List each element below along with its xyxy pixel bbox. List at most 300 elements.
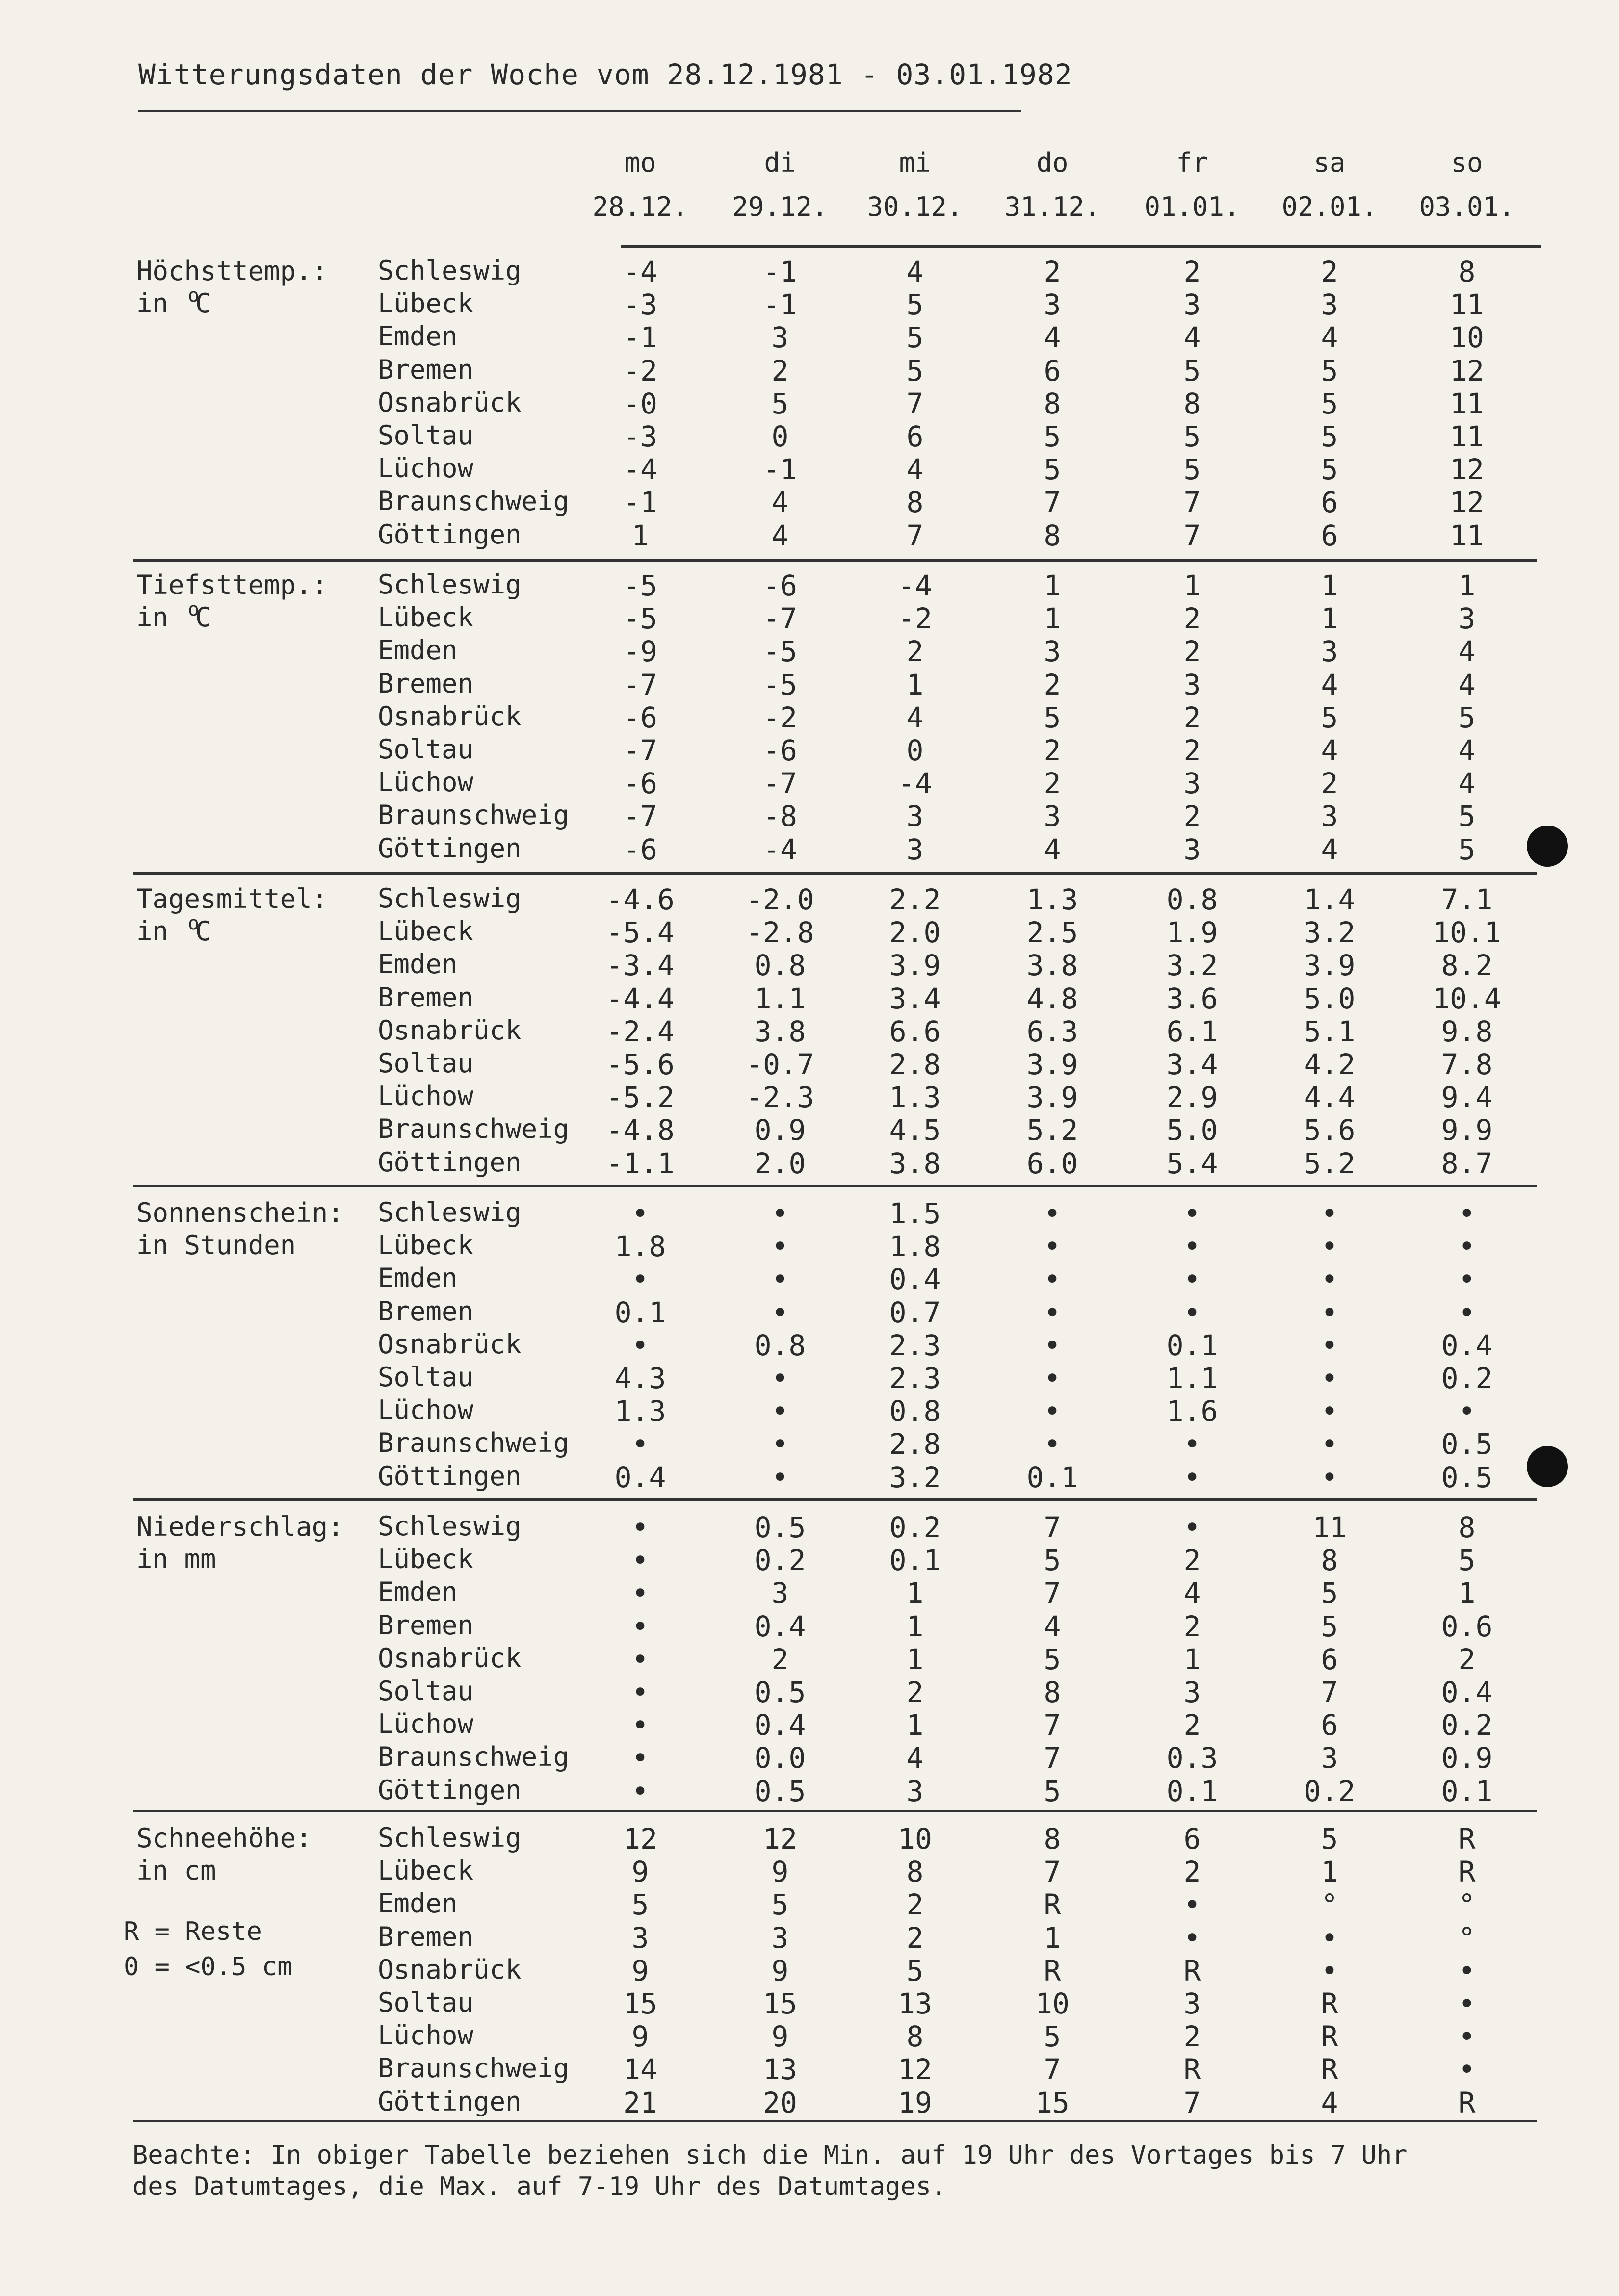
table-cell: 2.3 [889,1328,941,1362]
table-cell: • [1321,1362,1338,1395]
table-cell: 12 [763,1822,797,1856]
table-cell: 5 [1044,453,1061,487]
section-divider [133,2120,1537,2122]
table-cell: 7 [906,387,924,420]
table-row [0,1015,1619,1048]
section-label-title: Tagesmittel: [136,883,328,914]
table-cell: 10 [898,1822,932,1856]
table-cell: • [1183,1888,1201,1922]
table-cell: 0.8 [1166,883,1218,916]
table-cell: 1 [906,1609,924,1643]
table-cell: 2 [906,1676,924,1709]
table-row [0,800,1619,832]
table-row [0,1048,1619,1081]
table-cell: 0.2 [1441,1708,1493,1742]
table-cell: 3.9 [889,949,941,982]
station-name: Schleswig [378,1822,522,1853]
table-row [0,288,1619,321]
table-cell: 0.1 [1026,1460,1078,1494]
table-cell: 3 [771,321,789,355]
table-cell: 5 [1321,354,1338,387]
table-cell: 5 [1044,1774,1061,1808]
table-cell: 4 [771,486,789,519]
table-cell: 9 [631,1954,649,1987]
degree-sign: o [188,598,199,620]
table-cell: 1.5 [889,1197,941,1230]
table-cell: 0.7 [889,1295,941,1329]
table-cell: 1 [906,1708,924,1742]
table-cell: • [1321,1921,1338,1955]
table-cell: -8 [763,800,797,833]
table-cell: 2 [1183,2020,1201,2054]
table-cell: • [1044,1263,1061,1296]
station-name: Bremen [378,668,474,699]
table-cell: 8.2 [1441,949,1493,982]
table-row [0,1461,1619,1494]
table-cell: R [1458,1822,1476,1856]
table-cell: • [1458,1954,1476,1987]
section-label-title: Niederschlag: [136,1511,344,1542]
table-cell: 8 [906,1855,924,1889]
table-row [0,1197,1619,1230]
table-cell: 4 [906,453,924,487]
table-cell: 0.8 [754,949,806,982]
table-cell: 0.9 [1441,1741,1493,1775]
page-title: Witterungsdaten der Woche vom 28.12.1981 - 03.01.1982 [138,58,1072,91]
table-cell: 4.5 [889,1113,941,1147]
table-cell: 4.8 [1026,981,1078,1015]
station-name: Schleswig [378,883,522,914]
table-cell: 4.2 [1304,1048,1356,1081]
table-cell: 11 [1312,1511,1347,1544]
station-name: Osnabrück [378,700,522,732]
table-cell: 1 [906,1576,924,1610]
table-cell: 3 [771,1921,789,1955]
station-name: Braunschweig [378,1741,570,1773]
table-cell: 1 [1321,1855,1338,1889]
table-cell: 2 [1044,767,1061,800]
unit-prefix: in cm [136,1855,216,1886]
table-cell: • [631,1774,649,1808]
table-cell: • [771,1263,789,1296]
table-cell: 2.5 [1026,916,1078,950]
table-cell: 5.1 [1304,1014,1356,1048]
table-cell: 3.2 [889,1460,941,1494]
day-date: 31.12. [1004,191,1100,222]
table-cell: 8 [1458,1511,1476,1544]
table-row [0,1822,1619,1855]
table-cell: 7 [1044,1741,1061,1775]
section-divider [133,1185,1537,1187]
table-cell: 2 [1183,700,1201,734]
table-cell: 6 [1044,354,1061,387]
day-name-fr: fr [1176,147,1208,178]
table-row [0,453,1619,486]
table-cell: 13 [763,2053,797,2087]
table-cell: • [631,1427,649,1461]
table-cell: • [1458,1394,1476,1428]
table-cell: 6 [1321,1642,1338,1676]
table-cell: -4.4 [606,981,675,1015]
table-cell: 1 [1321,569,1338,602]
table-cell: 0.4 [754,1708,806,1742]
table-cell: 3 [1458,602,1476,636]
table-cell: 0.1 [614,1295,666,1329]
station-name: Emden [378,321,458,352]
table-cell: 8 [1044,518,1061,552]
station-name: Osnabrück [378,1328,522,1360]
unit-letter: C [195,602,211,633]
table-cell: 5 [1321,1576,1338,1610]
table-cell: 0.8 [754,1328,806,1362]
table-cell: • [1458,1197,1476,1230]
table-cell: • [1183,1230,1201,1264]
table-cell: 9.4 [1441,1081,1493,1114]
table-cell: 4 [1044,1609,1061,1643]
table-cell: 0.4 [889,1263,941,1296]
table-cell: 3 [1321,635,1338,669]
table-row [0,354,1619,387]
table-row [0,387,1619,420]
table-row [0,949,1619,981]
table-cell: 1.8 [889,1230,941,1264]
table-cell: 6 [1321,518,1338,552]
table-cell: 6.3 [1026,1014,1078,1048]
table-cell: 4 [1321,832,1338,866]
table-cell: 0.5 [1441,1460,1493,1494]
table-cell: -7 [763,602,797,636]
table-cell: • [1458,1987,1476,2020]
table-cell: 5 [906,1954,924,1987]
table-cell: • [631,1741,649,1775]
station-name: Soltau [378,420,474,451]
table-cell: 7 [1183,518,1201,552]
table-cell: • [1183,1921,1201,1955]
table-cell: R [1044,1954,1061,1987]
unit-letter: C [195,916,211,947]
table-cell: 4 [1458,767,1476,800]
table-row [0,1113,1619,1146]
station-name: Schleswig [378,1197,522,1228]
table-cell: -0 [623,387,657,420]
table-cell: 12 [1450,354,1484,387]
table-cell: 2.8 [889,1427,941,1461]
table-cell: 3.4 [1166,1048,1218,1081]
table-cell: 2.2 [889,883,941,916]
table-cell: • [631,1576,649,1610]
table-cell: -5.4 [606,916,675,950]
table-cell: 2 [1183,1855,1201,1889]
unit-prefix: in [136,602,169,633]
unit-prefix: in mm [136,1544,216,1574]
table-row [0,2020,1619,2053]
table-row [0,982,1619,1015]
station-name: Braunschweig [378,1427,570,1459]
table-cell: ° [1458,1921,1476,1955]
table-cell: • [1458,2020,1476,2054]
table-row [0,1362,1619,1394]
table-cell: 10 [1450,321,1484,355]
table-cell: 4 [1044,321,1061,355]
table-cell: 4 [1321,2086,1338,2119]
station-name: Lüchow [378,767,474,798]
table-cell: 1 [1458,1576,1476,1610]
table-cell: 8 [1321,1544,1338,1577]
table-cell: 7 [1044,2053,1061,2087]
table-cell: 3.8 [754,1014,806,1048]
table-cell: -1.1 [606,1146,675,1180]
table-cell: 5 [1183,453,1201,487]
table-cell: -5 [623,569,657,602]
table-cell: 5 [1044,700,1061,734]
table-cell: 2 [1183,602,1201,636]
day-date: 01.01. [1144,191,1240,222]
table-cell: 0.2 [889,1511,941,1544]
station-name: Göttingen [378,832,522,864]
table-row [0,701,1619,734]
station-name: Osnabrück [378,1954,522,1985]
table-row [0,569,1619,602]
table-cell: 6.6 [889,1014,941,1048]
table-row [0,321,1619,354]
table-cell: 4 [906,1741,924,1775]
table-cell: 2.0 [754,1146,806,1180]
table-cell: 4.3 [614,1362,666,1395]
table-cell: 1.1 [754,981,806,1015]
header-rule [621,245,1541,248]
station-name: Soltau [378,1048,474,1079]
table-cell: 5 [1044,1642,1061,1676]
table-cell: 6.1 [1166,1014,1218,1048]
table-cell: 5.2 [1026,1113,1078,1147]
table-cell: 9 [771,1954,789,1987]
table-cell: R [1321,1987,1338,2020]
table-row [0,883,1619,916]
table-cell: 3 [1183,1987,1201,2020]
table-cell: 0.4 [754,1609,806,1643]
table-cell: ° [1458,1888,1476,1922]
station-name: Göttingen [378,2086,522,2117]
table-row [0,1147,1619,1180]
table-cell: 3 [1321,288,1338,322]
table-cell: 1 [1321,602,1338,636]
table-cell: -1 [763,453,797,487]
table-cell: 5 [1321,700,1338,734]
table-cell: -1 [623,486,657,519]
station-name: Soltau [378,1676,474,1706]
section-divider [133,872,1537,875]
table-cell: 0.1 [1166,1774,1218,1808]
table-cell: -2.3 [746,1081,814,1114]
section-label-title: Höchsttemp.: [136,256,328,286]
table-cell: 4 [1458,734,1476,767]
table-cell: 4 [1321,734,1338,767]
table-cell: 2 [1183,1708,1201,1742]
table-cell: 11 [1450,420,1484,453]
section-label-title: Tiefsttemp.: [136,569,328,600]
table-cell: 3 [1044,635,1061,669]
station-name: Braunschweig [378,486,570,517]
table-cell: • [1321,1295,1338,1329]
table-cell: 9.8 [1441,1014,1493,1048]
station-name: Bremen [378,354,474,385]
day-name-so: so [1451,147,1483,178]
table-cell: 1.4 [1304,883,1356,916]
station-name: Emden [378,1263,458,1294]
table-cell: -5 [623,602,657,636]
table-cell: 4.4 [1304,1081,1356,1114]
table-cell: 0.1 [1166,1328,1218,1362]
table-cell: -2.4 [606,1014,675,1048]
table-cell: 3 [1183,1676,1201,1709]
table-cell: 3.8 [889,1146,941,1180]
table-cell: 2.3 [889,1362,941,1395]
table-cell: R [1321,2020,1338,2054]
degree-sign: o [188,912,199,934]
table-cell: 0.5 [1441,1427,1493,1461]
table-cell: 2.8 [889,1048,941,1081]
table-cell: 0.9 [754,1113,806,1147]
table-cell: • [771,1460,789,1494]
table-cell: 4 [1183,321,1201,355]
table-cell: • [1321,1427,1338,1461]
table-cell: 0.0 [754,1741,806,1775]
table-cell: -6 [623,832,657,866]
punch-hole [1527,826,1568,867]
table-cell: 7 [1044,1708,1061,1742]
table-cell: • [1321,1230,1338,1264]
table-row [0,1987,1619,2020]
table-cell: 2 [906,1921,924,1955]
table-cell: • [1458,1263,1476,1296]
table-row [0,1741,1619,1774]
table-cell: 21 [623,2086,657,2119]
table-cell: -1 [763,288,797,322]
table-cell: 3.4 [889,981,941,1015]
table-cell: 3 [631,1921,649,1955]
table-cell: 5.2 [1304,1146,1356,1180]
table-cell: 3 [1321,800,1338,833]
table-cell: 2 [1183,734,1201,767]
table-cell: -7 [623,668,657,701]
table-row [0,519,1619,552]
table-cell: 1 [1044,1921,1061,1955]
station-name: Bremen [378,981,474,1013]
table-row [0,1511,1619,1544]
table-cell: -5.2 [606,1081,675,1114]
table-cell: -4 [763,832,797,866]
table-cell: 6 [1321,1708,1338,1742]
table-cell: 4 [1458,668,1476,701]
table-cell: -1 [763,255,797,288]
table-cell: 7 [906,518,924,552]
table-row [0,1643,1619,1676]
table-cell: -9 [623,635,657,669]
table-cell: • [1183,1197,1201,1230]
table-cell: -6 [623,767,657,800]
table-cell: -5 [763,668,797,701]
table-cell: 2 [1044,255,1061,288]
table-cell: 0.2 [1441,1362,1493,1395]
table-cell: R [1183,2053,1201,2087]
table-cell: • [1044,1230,1061,1264]
table-cell: 10 [1035,1987,1070,2020]
day-name-mi: mi [899,147,931,178]
table-cell: 2 [1183,1609,1201,1643]
table-cell: 5 [1458,700,1476,734]
table-cell: 5 [906,288,924,322]
table-row [0,916,1619,949]
table-cell: 5 [1458,800,1476,833]
table-cell: 8 [1044,387,1061,420]
table-cell: 9 [631,1855,649,1889]
table-cell: -0.7 [746,1048,814,1081]
table-cell: 0.1 [1441,1774,1493,1808]
table-cell: • [1321,1197,1338,1230]
table-row [0,1855,1619,1888]
table-cell: • [1321,1328,1338,1362]
table-cell: 12 [1450,453,1484,487]
table-cell: -4 [898,569,932,602]
table-cell: 13 [898,1987,932,2020]
station-name: Lüchow [378,1394,474,1426]
table-cell: 6 [906,420,924,453]
day-date: 03.01. [1419,191,1515,222]
table-cell: 3.8 [1026,949,1078,982]
station-name: Emden [378,1576,458,1608]
table-cell: 5 [1044,1544,1061,1577]
table-cell: • [631,1642,649,1676]
table-cell: 4 [906,255,924,288]
table-cell: 5 [1458,1544,1476,1577]
table-cell: • [1183,1263,1201,1296]
table-cell: 15 [623,1987,657,2020]
table-cell: 0.5 [754,1511,806,1544]
table-row [0,635,1619,668]
table-cell: 0.4 [1441,1676,1493,1709]
table-cell: 10.4 [1433,981,1501,1015]
station-name: Schleswig [378,255,522,286]
table-cell: 0.8 [889,1394,941,1428]
station-name: Osnabrück [378,1642,522,1674]
table-cell: • [631,1544,649,1577]
table-cell: • [771,1362,789,1395]
table-cell: ° [1321,1888,1338,1922]
table-row [0,1329,1619,1362]
station-name: Emden [378,1888,458,1919]
table-row [0,1427,1619,1460]
table-cell: 3.2 [1304,916,1356,950]
table-cell: 3 [1183,288,1201,322]
table-cell: 5 [1321,1609,1338,1643]
table-row [0,1610,1619,1643]
table-cell: • [1183,1511,1201,1544]
table-cell: 20 [763,2086,797,2119]
table-cell: • [1044,1328,1061,1362]
table-cell: 15 [763,1987,797,2020]
table-cell: 1.8 [614,1230,666,1264]
table-cell: 6 [1183,1822,1201,1856]
table-cell: -4.8 [606,1113,675,1147]
station-name: Lübeck [378,288,474,319]
table-cell: • [1044,1362,1061,1395]
table-cell: 2.0 [889,916,941,950]
station-name: Lübeck [378,1544,474,1575]
section-label-title: Schneehöhe: [136,1823,312,1854]
table-cell: 10.1 [1433,916,1501,950]
table-cell: 5 [1458,832,1476,866]
table-cell: 7.8 [1441,1048,1493,1081]
